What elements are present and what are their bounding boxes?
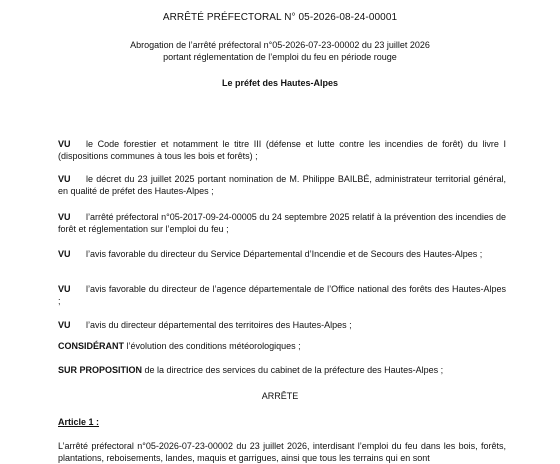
- visa-label: VU: [58, 139, 71, 149]
- visa-paragraph: [58, 319, 506, 331]
- article-1-heading: Article 1 :: [58, 417, 100, 427]
- visa-paragraph: [58, 138, 506, 162]
- visa-paragraph: [58, 248, 506, 260]
- arrete-heading: ARRÊTE: [261, 391, 299, 401]
- proposition-paragraph: [58, 364, 443, 376]
- visa-paragraph: [58, 211, 506, 235]
- subtitle-line-1: Abrogation de l’arrêté préfectoral n°05-2026-07-23-00002 du 23 juillet 2026: [130, 40, 430, 50]
- visa-text: l’avis favorable du directeur du Service Départemental d’Incendie et de Secours des Hautes-Alpes ;: [86, 249, 483, 259]
- visa-label: VU: [58, 174, 71, 184]
- document-title: ARRÊTÉ PRÉFECTORAL N° 05-2026-08-24-00001: [162, 12, 398, 23]
- considerant-paragraph: [58, 340, 301, 352]
- visa-label: VU: [58, 249, 71, 259]
- visa-label: VU: [58, 212, 71, 222]
- visa-text: l’arrêté préfectoral n°05-2017-09-24-00005 du 24 septembre 2025 relatif à la prévention des incendies de forêt et réglementation sur l’emploi du feu ;: [58, 212, 506, 235]
- proposition-label: SUR PROPOSITION: [58, 365, 143, 375]
- visa-paragraph: [58, 173, 506, 197]
- proposition-text: de la directrice des services du cabinet de la préfecture des Hautes-Alpes ;: [142, 365, 444, 375]
- considerant-label: CONSIDÉRANT: [58, 341, 125, 351]
- article-1-text: L’arrêté préfectoral n°05-2026-07-23-00002 du 23 juillet 2026, interdisant l’emploi du feu dans les bois, forêts, plantations, reboisements, landes, maquis et garrigues, ainsi que tous les terrains qui en sont: [58, 441, 506, 464]
- visa-text: l’avis du directeur départemental des territoires des Hautes-Alpes ;: [86, 320, 352, 330]
- visa-text: l’avis favorable du directeur de l’agence départementale de l’Office national des forêts des Hautes-Alpes ;: [58, 284, 506, 307]
- visa-paragraph: [58, 283, 506, 307]
- visa-label: VU: [58, 284, 71, 294]
- considerant-text: l’évolution des conditions météorologiques ;: [124, 341, 301, 351]
- subtitle-line-2: portant réglementation de l’emploi du feu en période rouge: [163, 52, 397, 62]
- visa-text: le Code forestier et notamment le titre III (défense et lutte contre les incendies de forêt) du livre I (dispositions communes à tous les bois et forêts) ;: [58, 139, 506, 162]
- authority-heading: Le préfet des Hautes-Alpes: [221, 78, 339, 88]
- visa-text: le décret du 23 juillet 2025 portant nomination de M. Philippe BAILBÉ, administrateur territorial général, en qualité de préfet des Hautes-Alpes ;: [58, 174, 506, 197]
- visa-label: VU: [58, 320, 71, 330]
